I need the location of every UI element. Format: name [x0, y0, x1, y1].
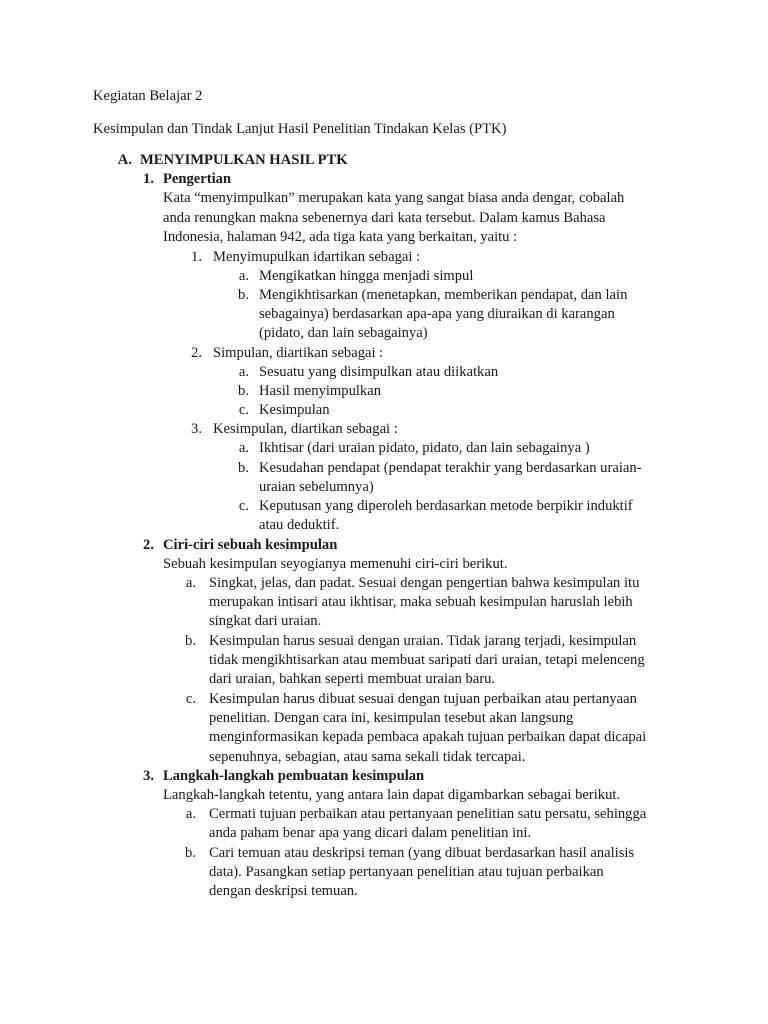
pengertian-intro-line: Kata “menyimpulkan” merupakan kata yang sangat biasa anda dengar, cobalah: [163, 190, 625, 206]
sub-item-text: anda paham benar apa yang dicari dalam penelitian ini.: [209, 825, 532, 841]
sub-item-text: Keputusan yang diperoleh berdasarkan metode berpikir induktif: [259, 498, 633, 514]
sub-item-marker: a.: [185, 806, 196, 822]
sub-item-text: Kesimpulan: [259, 402, 330, 418]
document-subtitle: Kesimpulan dan Tindak Lanjut Hasil Penelitian Tindakan Kelas (PTK): [93, 121, 507, 137]
sub-item-marker: a.: [185, 575, 196, 591]
list-item-marker: 2.: [191, 345, 202, 361]
sub-item-text: sepenuhnya, sebagian, atau sama sekali tidak tercapai.: [209, 749, 526, 765]
pengertian-intro-line: anda renungkan makna sebenernya dari kata tersebut. Dalam kamus Bahasa: [163, 210, 606, 226]
sub-item-text: menginformasikan kepada pembaca apakah tujuan perbaikan dapat dicapai: [209, 729, 647, 745]
sub-item-marker: a.: [238, 268, 249, 284]
langkah-marker: 3.: [143, 768, 154, 784]
sub-item-marker: b.: [238, 460, 249, 476]
sub-item-text: Hasil menyimpulkan: [259, 383, 382, 399]
sub-item-text: (pidato, dan lain sebagainya): [259, 325, 428, 341]
sub-item-text: dengan deskripsi temuan.: [209, 883, 358, 899]
sub-item-text: Kesudahan pendapat (pendapat terakhir yang berdasarkan uraian-: [259, 460, 642, 476]
sub-item-text: dari uraian, bahkan seperti membuat uraian baru.: [209, 671, 496, 687]
sub-item-text: atau deduktif.: [259, 517, 340, 533]
list-item-text: Simpulan, diartikan sebagai :: [213, 345, 384, 361]
list-item-marker: 1.: [191, 249, 202, 265]
sub-item-text: sebagainya) berdasarkan apa-apa yang diuraikan di karangan: [259, 306, 615, 322]
sub-item-marker: a.: [238, 364, 249, 380]
sub-item-text: Cermati tujuan perbaikan atau pertanyaan penelitian satu persatu, sehingga: [209, 806, 647, 822]
pengertian-marker: 1.: [143, 171, 154, 187]
sub-item-text: Kesimpulan harus dibuat sesuai dengan tujuan perbaikan atau pertanyaan: [209, 691, 637, 707]
sub-item-text: Cari temuan atau deskripsi teman (yang dibuat berdasarkan hasil analisis: [209, 845, 635, 861]
ciri-marker: 2.: [143, 537, 154, 553]
sub-item-text: uraian sebelumnya): [259, 479, 374, 495]
sub-item-marker: b.: [185, 845, 196, 861]
list-item-marker: 3.: [191, 421, 202, 437]
sub-item-text: singkat dari uraian.: [209, 613, 322, 629]
sub-item-marker: b.: [238, 287, 249, 303]
sub-item-marker: a.: [238, 440, 249, 456]
sub-item-text: Ikhtisar (dari uraian pidato, pidato, dan lain sebagainya ): [259, 440, 590, 456]
sub-item-text: data). Pasangkan setiap pertanyaan penelitian atau tujuan perbaikan: [209, 864, 604, 880]
sub-item-marker: b.: [238, 383, 249, 399]
langkah-intro: Langkah-langkah tetentu, yang antara lain dapat digambarkan sebagai berikut.: [163, 787, 621, 803]
sub-item-text: Mengikhtisarkan (menetapkan, memberikan pendapat, dan lain: [259, 287, 628, 303]
document-title: Kegiatan Belajar 2: [93, 88, 203, 104]
sub-item-marker: c.: [238, 402, 249, 418]
ciri-intro: Sebuah kesimpulan seyogianya memenuhi ciri-ciri berikut.: [163, 556, 508, 572]
sub-item-text: Kesimpulan harus sesuai dengan uraian. Tidak jarang terjadi, kesimpulan: [209, 633, 637, 649]
sub-item-text: tidak mengikhtisarkan atau membuat saripati dari uraian, tetapi melenceng: [209, 652, 645, 668]
sub-item-text: Singkat, jelas, dan padat. Sesuai dengan pengertian bahwa kesimpulan itu: [209, 575, 640, 591]
sub-item-text: Mengikatkan hingga menjadi simpul: [259, 268, 474, 284]
sub-item-text: penelitian. Dengan cara ini, kesimpulan tesebut akan langsung: [209, 710, 574, 726]
sub-item-marker: c.: [185, 691, 196, 707]
sub-item-marker: c.: [238, 498, 249, 514]
section-a-marker: A.: [117, 152, 132, 168]
list-item-text: Kesimpulan, diartikan sebagai :: [213, 421, 398, 437]
langkah-heading: Langkah-langkah pembuatan kesimpulan: [163, 768, 425, 784]
list-item-text: Menyimupulkan idartikan sebagai :: [213, 249, 421, 265]
section-a-heading: MENYIMPULKAN HASIL PTK: [140, 152, 348, 168]
sub-item-text: merupakan intisari atau ikhtisar, maka sebuah kesimpulan haruslah lebih: [209, 594, 633, 610]
pengertian-heading: Pengertian: [163, 171, 232, 187]
sub-item-marker: b.: [185, 633, 196, 649]
sub-item-text: Sesuatu yang disimpulkan atau diikatkan: [259, 364, 499, 380]
pengertian-intro-line: Indonesia, halaman 942, ada tiga kata yang berkaitan, yaitu :: [163, 229, 518, 245]
ciri-heading: Ciri-ciri sebuah kesimpulan: [163, 537, 338, 553]
